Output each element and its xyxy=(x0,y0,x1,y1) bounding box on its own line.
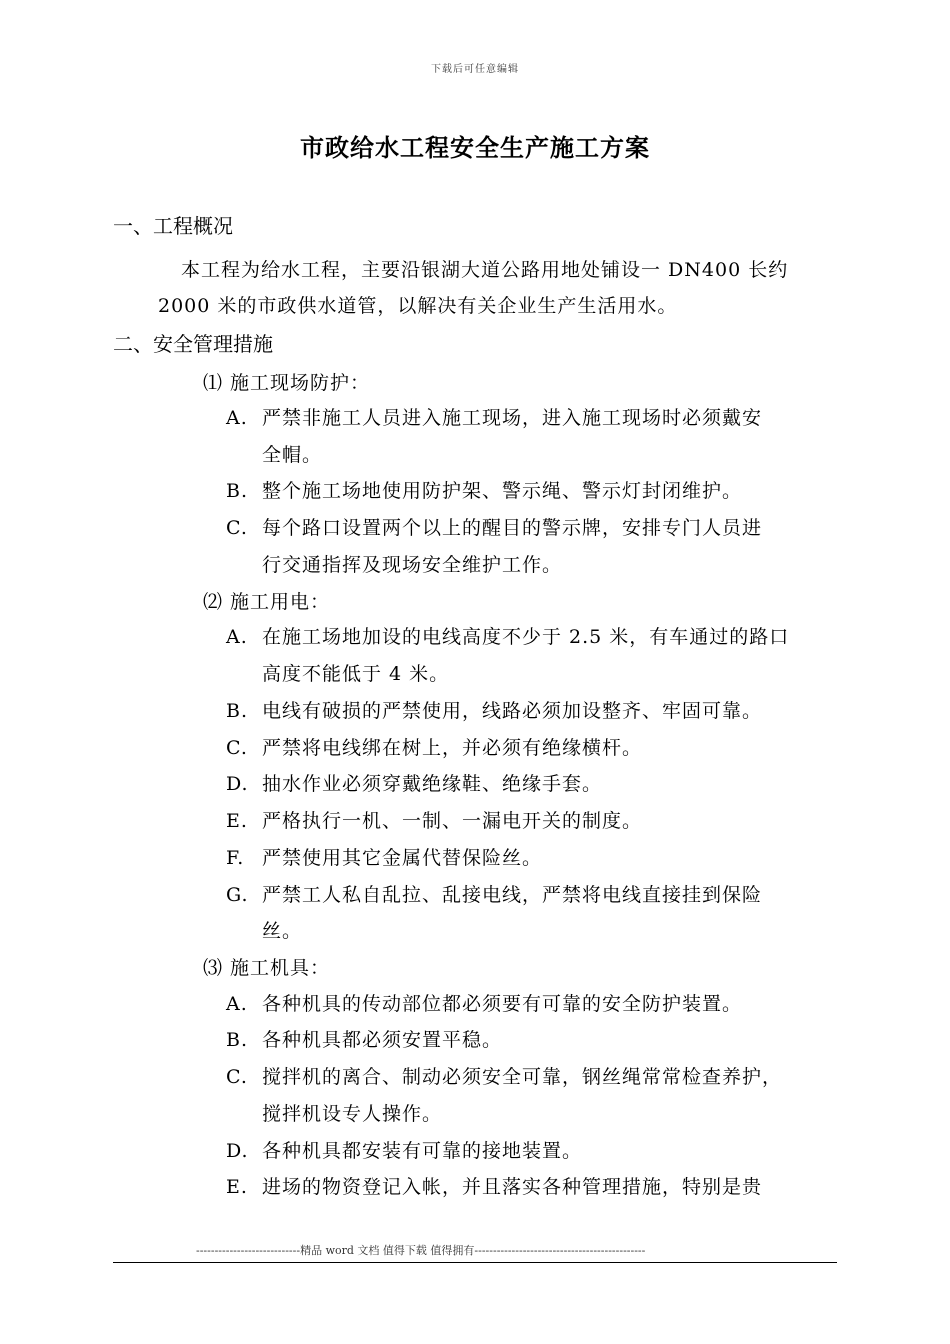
list-item-text: 严禁工人私自乱拉、乱接电线，严禁将电线直接挂到保险 xyxy=(262,884,763,906)
list-marker: B. xyxy=(226,1029,249,1051)
list-marker: E. xyxy=(226,810,248,832)
list-item-continuation: 高度不能低于 4 米。 xyxy=(262,663,450,685)
list-marker: F. xyxy=(226,847,245,869)
list-item-continuation: 全帽。 xyxy=(262,444,323,466)
list-item-text: 严禁非施工人员进入施工现场，进入施工现场时必须戴安 xyxy=(262,407,763,429)
subsection-label-machinery: ⑶ 施工机具： xyxy=(203,957,331,979)
list-item-text: 各种机具的传动部位都必须要有可靠的安全防护装置。 xyxy=(262,993,743,1015)
list-item-text: 进场的物资登记入帐，并且落实各种管理措施，特别是贵 xyxy=(262,1176,763,1198)
list-marker: D. xyxy=(226,773,249,795)
list-marker: B. xyxy=(226,480,249,502)
footer-note: ----------------------------精品 word 文档 值得下载 值得拥有---------------------------------------------- xyxy=(196,1244,646,1257)
list-item xyxy=(226,513,762,540)
list-item xyxy=(226,880,762,907)
list-marker: C. xyxy=(226,517,248,539)
list-item xyxy=(226,622,789,649)
list-item xyxy=(226,1025,502,1052)
list-item xyxy=(226,403,762,430)
list-marker: C. xyxy=(226,737,248,759)
list-item-continuation: 行交通指挥及现场安全维护工作。 xyxy=(262,554,563,576)
list-item xyxy=(226,769,602,796)
list-marker: B. xyxy=(226,700,249,722)
list-item-text: 严格执行一机、一制、一漏电开关的制度。 xyxy=(262,810,643,832)
list-marker: E. xyxy=(226,1176,248,1198)
list-item xyxy=(226,1136,582,1163)
list-item-text: 电线有破损的严禁使用，线路必须加设整齐、牢固可靠。 xyxy=(262,700,763,722)
list-item xyxy=(226,989,742,1016)
list-item-text: 在施工场地加设的电线高度不少于 2.5 米，有车通过的路口 xyxy=(262,626,790,648)
subsection-label-site-protection: ⑴ 施工现场防护： xyxy=(203,372,371,394)
list-item-text: 严禁使用其它金属代替保险丝。 xyxy=(262,847,543,869)
document-title: 市政给水工程安全生产施工方案 xyxy=(300,134,650,162)
list-marker: A. xyxy=(226,993,248,1015)
header-note: 下载后可任意编辑 xyxy=(431,64,519,75)
list-marker: C. xyxy=(226,1066,248,1088)
list-item-text: 每个路口设置两个以上的醒目的警示牌，安排专门人员进 xyxy=(262,517,763,539)
list-item-continuation: 搅拌机设专人操作。 xyxy=(262,1103,443,1125)
list-item xyxy=(226,476,742,503)
subsection-label-power-usage: ⑵ 施工用电： xyxy=(203,591,331,613)
list-item-text: 搅拌机的离合、制动必须安全可靠，钢丝绳常常检查养护， xyxy=(262,1066,783,1088)
list-item-continuation: 丝。 xyxy=(262,920,303,942)
overview-paragraph-line-2: 2000 米的市政供水道管，以解决有关企业生产生活用水。 xyxy=(158,295,678,317)
list-marker: A. xyxy=(226,626,248,648)
list-item-text: 整个施工场地使用防护架、警示绳、警示灯封闭维护。 xyxy=(262,480,743,502)
section-heading-overview: 一、工程概况 xyxy=(113,214,233,238)
list-item xyxy=(226,1172,762,1199)
list-item xyxy=(226,1062,782,1089)
list-item xyxy=(226,806,642,833)
list-item-text: 抽水作业必须穿戴绝缘鞋、绝缘手套。 xyxy=(262,773,603,795)
list-item-text: 各种机具都安装有可靠的接地装置。 xyxy=(262,1140,583,1162)
list-marker: A. xyxy=(226,407,248,429)
footer-divider xyxy=(113,1262,837,1263)
list-item xyxy=(226,843,542,870)
section-heading-safety-measures: 二、安全管理措施 xyxy=(113,332,273,356)
list-marker: D. xyxy=(226,1140,249,1162)
list-item-text: 严禁将电线绑在树上，并必须有绝缘横杆。 xyxy=(262,737,643,759)
list-item-text: 各种机具都必须安置平稳。 xyxy=(262,1029,503,1051)
list-marker: G. xyxy=(226,884,249,906)
overview-paragraph-line-1: 本工程为给水工程，主要沿银湖大道公路用地处铺设一 DN400 长约 xyxy=(181,259,789,281)
list-item xyxy=(226,733,642,760)
list-item xyxy=(226,696,762,723)
